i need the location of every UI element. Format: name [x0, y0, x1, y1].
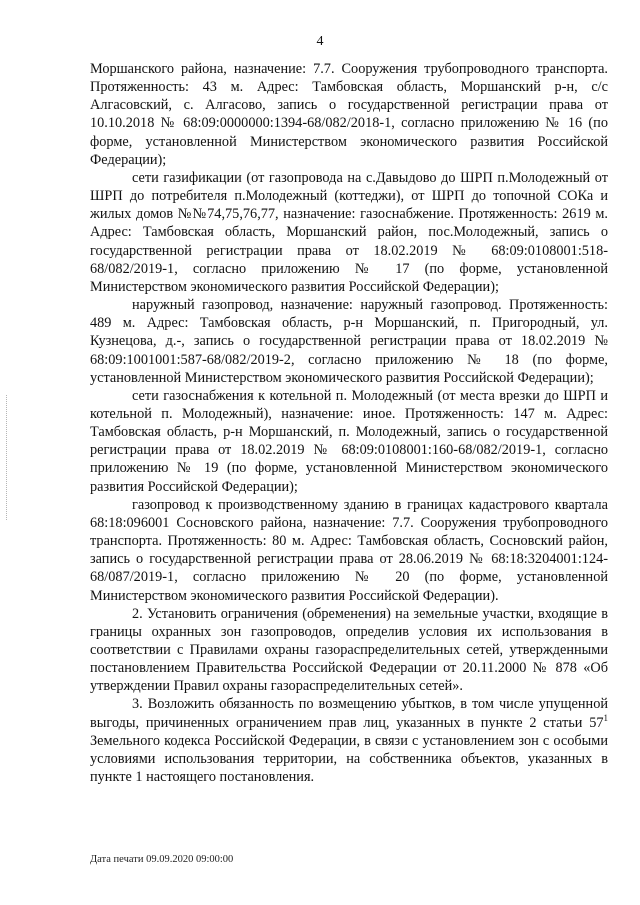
document-body — [90, 60, 608, 786]
print-date: Дата печати 09.09.2020 09:00:00 — [90, 854, 234, 865]
margin-scan-marks — [6, 395, 9, 520]
item-3-text-start: 3. Возложить обязанность по возмещению убытков, в том числе упущенной выгоды, причиненных ограничением прав лиц, указанных в пункте 2 статьи 57 — [90, 696, 608, 731]
paragraph-sosnovsky-pipeline: газопровод к производственному зданию в границах кадастрового квартала 68:18:096001 Сосновского района, назначение: 7.7. Сооружения трубопроводного транспорта. Протяженность: 80 м. Адрес: Тамбовская область, Сосновский район, запись о государственной регистрации права от 28.06.2019 № 68:18:3204001:124-68/087/2019-1, согласно приложению № 20 (по форме, установленной Министерством экономического развития Российской Федерации). — [90, 496, 608, 604]
paragraph-davydovo-gas-network: сети газификации (от газопровода на с.Давыдово до ШРП п.Молодежный от ШРП до потребителя п.Молодежный (коттеджи), от ШРП до топочной СОКа и жилых домов №№74,75,76,77, назначение: газоснабжение. Протяженность: 2619 м. Адрес: Тамбовская область, Моршанский район, пос.Молодежный, запись о государственной регистрации права от 18.02.2019 № 68:09:0108001:518-68/082/2019-1, согласно приложению № 17 (по форме, установленной Министерством экономического развития Российской Федерации); — [90, 169, 608, 295]
paragraph-boiler-gas-network: сети газоснабжения к котельной п. Молодежный (от места врезки до ШРП и котельной п. Молодежный), назначение: иное. Протяженность: 147 м. Адрес: Тамбовская область, р-н Моршанский, п. Молодежный, запись о государственной регистрации права от 18.02.2019 № 68:09:0108001:160-68/082/2019-1, согласно приложению № 19 (по форме, установленной Министерством экономического развития Российской Федерации); — [90, 387, 608, 495]
paragraph-continuation: Моршанского района, назначение: 7.7. Сооружения трубопроводного транспорта. Протяженность: 43 м. Адрес: Тамбовская область, Моршанский р-н, с/с Алгасовский, с. Алгасово, запись о государственной регистрации права от 10.10.2018 № 68:09:0000000:1394-68/082/2018-1, согласно приложению № 16 (по форме, установленной Министерством экономического развития Российской Федерации); — [90, 61, 608, 168]
page-number: 4 — [316, 34, 324, 49]
paragraph-prigorodny-pipeline: наружный газопровод, назначение: наружный газопровод. Протяженность: 489 м. Адрес: Тамбовская область, р-н Моршанский, п. Пригородный, ул. Кузнецова, д.-, запись о государственной регистрации права от 18.02.2019 № 68:09:1001001:587-68/082/2019-2, согласно приложению № 18 (по форме, установленной Министерством экономического развития Российской Федерации); — [90, 297, 608, 386]
item-3-text-end: Земельного кодекса Российской Федерации, в связи с установлением зон с особыми условиями использования территории, на собственника объектов, указанных в пункте 1 настоящего постановления. — [90, 732, 608, 786]
paragraph-item-2-restrictions: 2. Установить ограничения (обременения) на земельные участки, входящие в границы охранных зон газопроводов, определив условия их использования в соответствии с Правилами охраны газораспределительных сетей, утвержденными постановлением Правительства Российской Федерации от 20.11.2000 № 878 «Об утверждении Правил охраны газораспределительных сетей». — [90, 605, 608, 695]
paragraph-item-3-compensation — [90, 695, 608, 786]
article-superscript: 1 — [603, 712, 608, 723]
